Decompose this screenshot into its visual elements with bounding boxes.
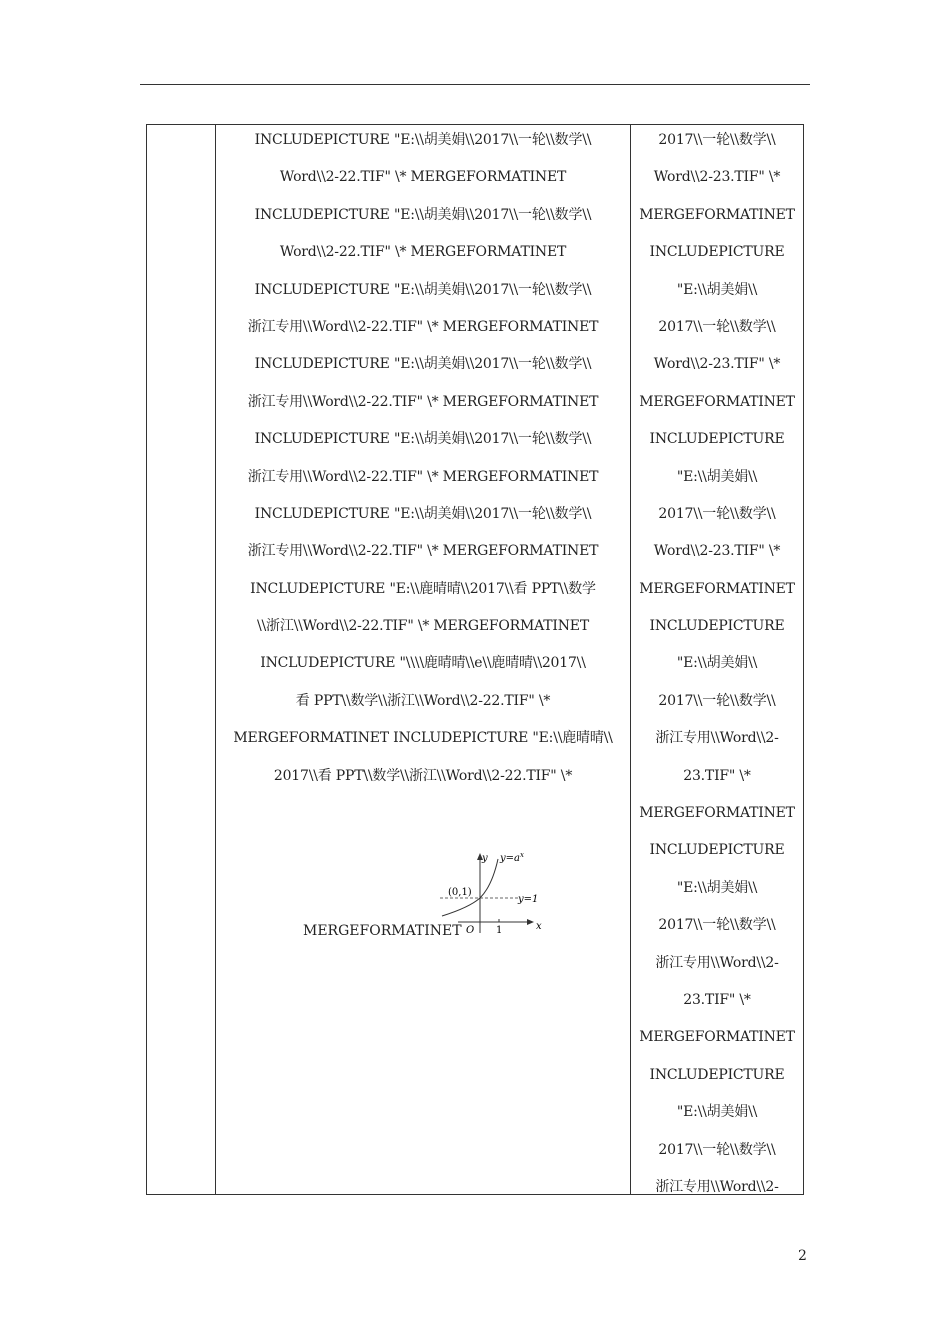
exponential-graph	[438, 849, 548, 935]
page-number: 2	[798, 1248, 807, 1264]
text-line: \\浙江\\Word\\2-22.TIF" \* MERGEFORMATINET	[257, 618, 589, 635]
text-line: INCLUDEPICTURE	[649, 431, 785, 448]
text-line: MERGEFORMATINET INCLUDEPICTURE "E:\\鹿晴晴\\	[233, 730, 613, 747]
text-line: MERGEFORMATINET	[639, 580, 795, 597]
text-line: INCLUDEPICTURE	[649, 1066, 785, 1083]
text-line: MERGEFORMATINET	[639, 1029, 795, 1046]
text-line: "E:\\胡美娟\\	[676, 655, 758, 672]
text-line: 2017\\看 PPT\\数学\\浙江\\Word\\2-22.TIF" \*	[273, 767, 573, 784]
header-rule	[140, 84, 810, 85]
text-line: Word\\2-23.TIF" \*	[653, 543, 781, 560]
text-line: 2017\\一轮\\数学\\	[658, 917, 776, 934]
text-line: "E:\\胡美娟\\	[676, 468, 758, 485]
text-line: MERGEFORMATINET	[639, 805, 795, 822]
text-line: 2017\\一轮\\数学\\	[658, 1141, 776, 1158]
text-line: INCLUDEPICTURE "E:\\鹿晴晴\\2017\\看 PPT\\数学	[250, 580, 596, 597]
text-line: 2017\\一轮\\数学\\	[658, 318, 776, 335]
text-line: 看 PPT\\数学\\浙江\\Word\\2-22.TIF" \*	[295, 692, 551, 709]
text-line: "E:\\胡美娟\\	[676, 281, 758, 298]
text-line: "E:\\胡美娟\\	[676, 1104, 758, 1121]
curve-label	[499, 851, 524, 864]
origin-label: O	[466, 925, 475, 935]
table-column-side	[631, 125, 803, 1194]
text-line: INCLUDEPICTURE "E:\\胡美娟\\2017\\一轮\\数学\\	[254, 132, 592, 148]
text-line: 浙江专用\\Word\\2-	[655, 1178, 779, 1195]
text-line: 浙江专用\\Word\\2-	[655, 730, 779, 747]
text-line: INCLUDEPICTURE "E:\\胡美娟\\2017\\一轮\\数学\\	[254, 281, 592, 298]
tick-label: 1	[496, 925, 503, 935]
text-line: 浙江专用\\Word\\2-22.TIF" \* MERGEFORMATINET	[247, 543, 599, 560]
main-text-block	[216, 127, 630, 800]
curve-label-sup: x	[520, 851, 524, 859]
text-line: 浙江专用\\Word\\2-22.TIF" \* MERGEFORMATINET	[247, 468, 599, 485]
x-axis-label: x	[536, 921, 542, 932]
text-line: INCLUDEPICTURE "E:\\胡美娟\\2017\\一轮\\数学\\	[254, 206, 592, 223]
graph-caption: MERGEFORMATINET	[303, 923, 462, 939]
text-line: 浙江专用\\Word\\2-22.TIF" \* MERGEFORMATINET	[247, 318, 599, 335]
text-line: Word\\2-23.TIF" \*	[653, 356, 781, 373]
x-axis-arrow	[527, 919, 534, 925]
text-line: MERGEFORMATINET	[639, 393, 795, 410]
content-table	[146, 124, 804, 1195]
text-line: INCLUDEPICTURE "\\\\鹿晴晴\\e\\鹿晴晴\\2017\\	[260, 655, 586, 672]
text-line: INCLUDEPICTURE	[649, 842, 785, 859]
text-line: 2017\\一轮\\数学\\	[658, 132, 776, 148]
text-line: INCLUDEPICTURE	[649, 244, 785, 261]
side-text-block	[631, 127, 803, 1211]
graph-row	[216, 837, 630, 939]
text-line: INCLUDEPICTURE "E:\\胡美娟\\2017\\一轮\\数学\\	[254, 356, 592, 373]
text-line: INCLUDEPICTURE "E:\\胡美娟\\2017\\一轮\\数学\\	[254, 431, 592, 448]
text-line: INCLUDEPICTURE	[649, 618, 785, 635]
text-line: 浙江专用\\Word\\2-22.TIF" \* MERGEFORMATINET	[247, 393, 599, 410]
text-line: "E:\\胡美娟\\	[676, 879, 758, 896]
y-axis-label: y	[482, 853, 488, 864]
text-line: 23.TIF" \*	[683, 767, 751, 784]
text-line: INCLUDEPICTURE "E:\\胡美娟\\2017\\一轮\\数学\\	[254, 505, 592, 522]
point-label: (0,1)	[448, 887, 472, 898]
text-line: MERGEFORMATINET	[639, 206, 795, 223]
text-line: 23.TIF" \*	[683, 991, 751, 1008]
text-line: 浙江专用\\Word\\2-	[655, 954, 779, 971]
line-label: y=1	[518, 894, 539, 905]
text-line: Word\\2-22.TIF" \* MERGEFORMATINET	[279, 169, 567, 186]
table-column-empty	[147, 125, 216, 1194]
text-line: 2017\\一轮\\数学\\	[658, 692, 776, 709]
text-line: Word\\2-22.TIF" \* MERGEFORMATINET	[279, 244, 567, 261]
text-line: 2017\\一轮\\数学\\	[658, 505, 776, 522]
text-line: Word\\2-23.TIF" \*	[653, 169, 781, 186]
curve-label-base: y=a	[500, 853, 520, 864]
table-column-main	[216, 125, 631, 1194]
